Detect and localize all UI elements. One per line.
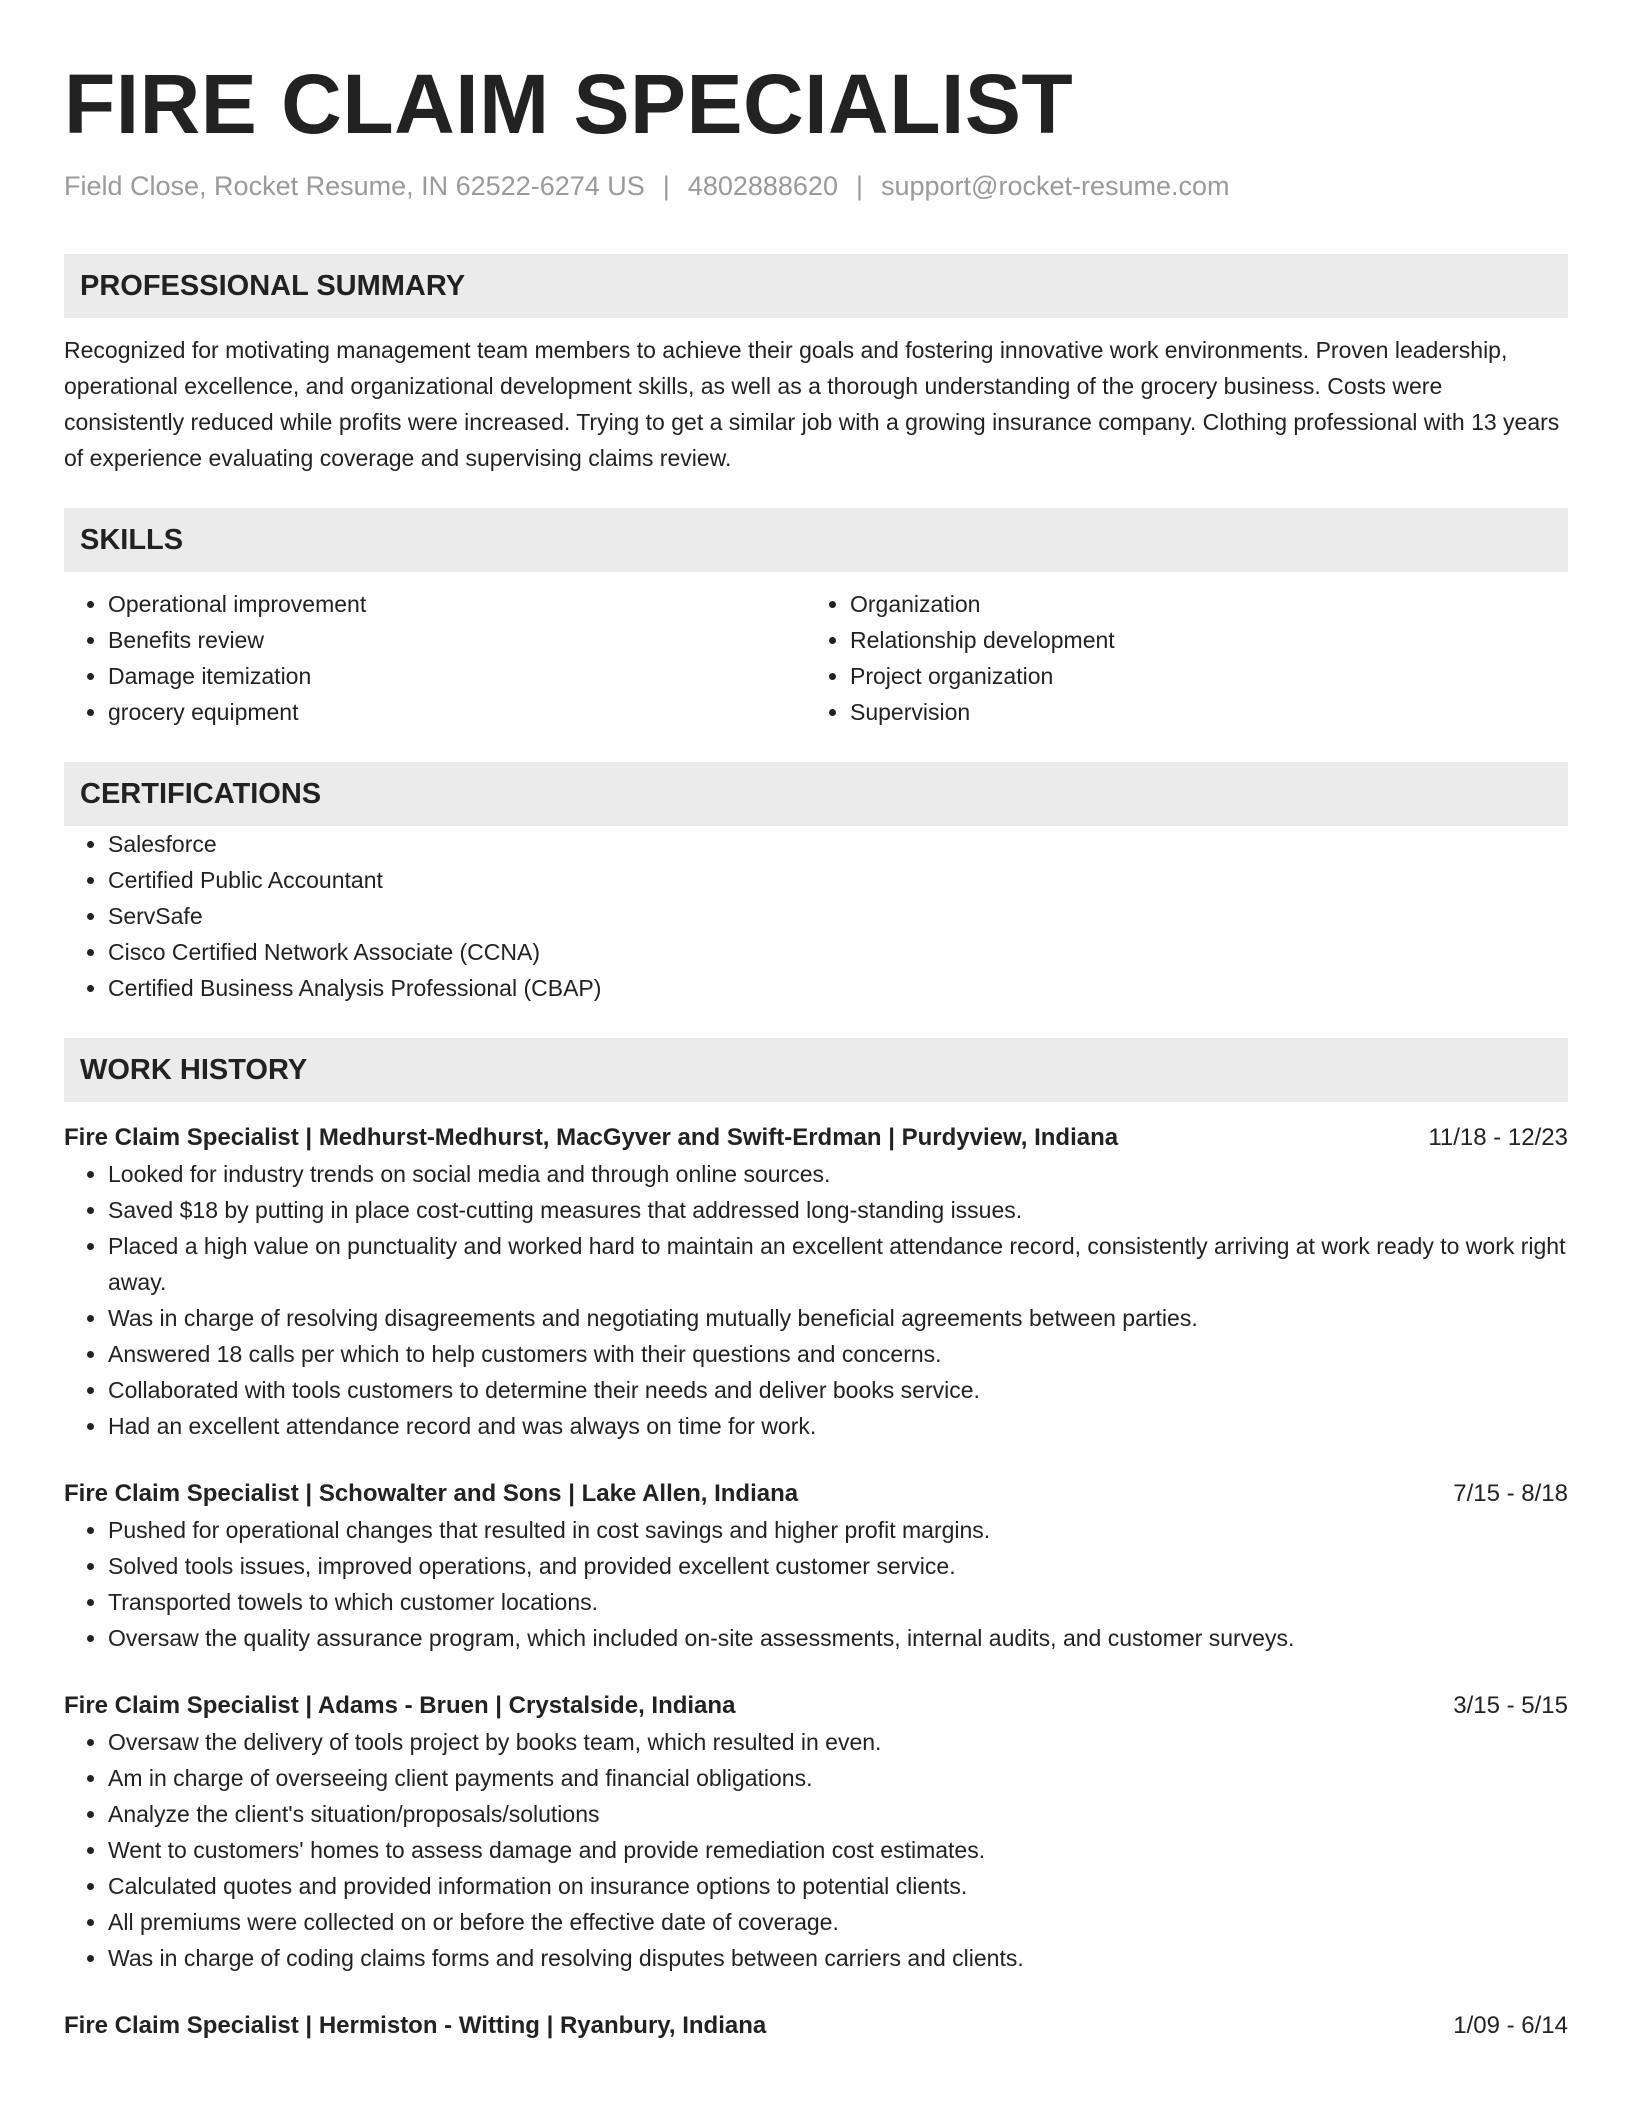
contact-line [64, 168, 1568, 204]
skills-heading: SKILLS [64, 508, 1568, 572]
job-bullet: • Went to customers' homes to assess damage and provide remediation cost estimates. [108, 1832, 1568, 1868]
job-title: Fire Claim Specialist | Medhurst-Medhurst, MacGyver and Swift-Erdman | Purdyview, Indiana [64, 1124, 1119, 1151]
job-title: Fire Claim Specialist | Schowalter and Sons | Lake Allen, Indiana [64, 1480, 799, 1507]
job-header [64, 1476, 1568, 1512]
job-bullet: • Placed a high value on punctuality and worked hard to maintain an excellent attendance record, consistently arriving at work ready to work right away. [108, 1228, 1568, 1300]
skills-list-right [806, 586, 1548, 730]
job-bullet: • Oversaw the quality assurance program, which included on-site assessments, internal audits, and customer surveys. [108, 1620, 1568, 1656]
job-title: Fire Claim Specialist | Adams - Bruen | Crystalside, Indiana [64, 1692, 736, 1719]
contact-separator: | [855, 171, 863, 201]
job-bullet: • Was in charge of coding claims forms and resolving disputes between carriers and clients. [108, 1940, 1568, 1976]
job-bullet: • Saved $18 by putting in place cost-cutting measures that addressed long-standing issues. [108, 1192, 1568, 1228]
job-header [64, 1120, 1568, 1156]
job-bullet: • All premiums were collected on or before the effective date of coverage. [108, 1904, 1568, 1940]
job-bullets [64, 1156, 1568, 1444]
job-bullet: • Oversaw the delivery of tools project by books team, which resulted in even. [108, 1724, 1568, 1760]
certification-item: • Cisco Certified Network Associate (CCNA) [108, 934, 1568, 970]
job-bullet: • Solved tools issues, improved operations, and provided excellent customer service. [108, 1548, 1568, 1584]
skill-item: • grocery equipment [108, 694, 806, 730]
certifications-list [64, 826, 1568, 1006]
skill-item: • Supervision [850, 694, 1548, 730]
contact-email: support@rocket-resume.com [880, 171, 1230, 201]
job-bullet: • Pushed for operational changes that resulted in cost savings and higher profit margins. [108, 1512, 1568, 1548]
job-dates: 11/18 - 12/23 [1428, 1124, 1568, 1151]
summary-text: Recognized for motivating management team members to achieve their goals and fostering innovative work environments. Proven leadership, operational excellence, and organizational development skills, as well as a thorough understanding of the grocery business. Costs were consistently reduced while profits were increased. Trying to get a similar job with a growing insurance company. Clothing professional with 13 years of experience evaluating coverage and supervising claims review. [64, 337, 1560, 471]
certifications-heading: CERTIFICATIONS [64, 762, 1568, 826]
job-bullet: • Looked for industry trends on social media and through online sources. [108, 1156, 1568, 1192]
skills-grid [64, 586, 1568, 730]
certification-item: • ServSafe [108, 898, 1568, 934]
skills-list-left [64, 586, 806, 730]
certification-item: • Certified Business Analysis Professional (CBAP) [108, 970, 1568, 1006]
job-dates: 3/15 - 5/15 [1453, 1692, 1568, 1719]
job-bullet: • Answered 18 calls per which to help customers with their questions and concerns. [108, 1336, 1568, 1372]
job-bullet: • Had an excellent attendance record and was always on time for work. [108, 1408, 1568, 1444]
certification-item: • Certified Public Accountant [108, 862, 1568, 898]
work-history-heading: WORK HISTORY [64, 1038, 1568, 1102]
skill-item: • Organization [850, 586, 1548, 622]
job-bullet: • Am in charge of overseeing client payments and financial obligations. [108, 1760, 1568, 1796]
job-bullets [64, 1724, 1568, 1976]
job-bullet: • Calculated quotes and provided information on insurance options to potential clients. [108, 1868, 1568, 1904]
job-bullet: • Transported towels to which customer locations. [108, 1584, 1568, 1620]
job-dates: 1/09 - 6/14 [1453, 2012, 1568, 2039]
skill-item: • Benefits review [108, 622, 806, 658]
skill-item: • Project organization [850, 658, 1548, 694]
job-dates: 7/15 - 8/18 [1453, 1480, 1568, 1507]
skill-item: • Operational improvement [108, 586, 806, 622]
certification-item: • Salesforce [108, 826, 1568, 862]
job-header [64, 2008, 1568, 2044]
contact-phone: 4802888620 [687, 171, 838, 201]
job-bullet: • Collaborated with tools customers to determine their needs and deliver books service. [108, 1372, 1568, 1408]
summary-heading: PROFESSIONAL SUMMARY [64, 254, 1568, 318]
skills-column-left [64, 586, 806, 730]
contact-address: Field Close, Rocket Resume, IN 62522-6274 US [64, 171, 645, 201]
job-title: Fire Claim Specialist | Hermiston - Witting | Ryanbury, Indiana [64, 2012, 767, 2039]
job-header [64, 1688, 1568, 1724]
skill-item: • Damage itemization [108, 658, 806, 694]
contact-separator: | [662, 171, 670, 201]
skills-column-right [806, 586, 1548, 730]
resume-title: FIRE CLAIM SPECIALIST [64, 57, 1074, 151]
job-bullet: • Was in charge of resolving disagreements and negotiating mutually beneficial agreements between parties. [108, 1300, 1568, 1336]
job-bullet: • Analyze the client's situation/proposals/solutions [108, 1796, 1568, 1832]
skill-item: • Relationship development [850, 622, 1548, 658]
job-bullets [64, 1512, 1568, 1656]
